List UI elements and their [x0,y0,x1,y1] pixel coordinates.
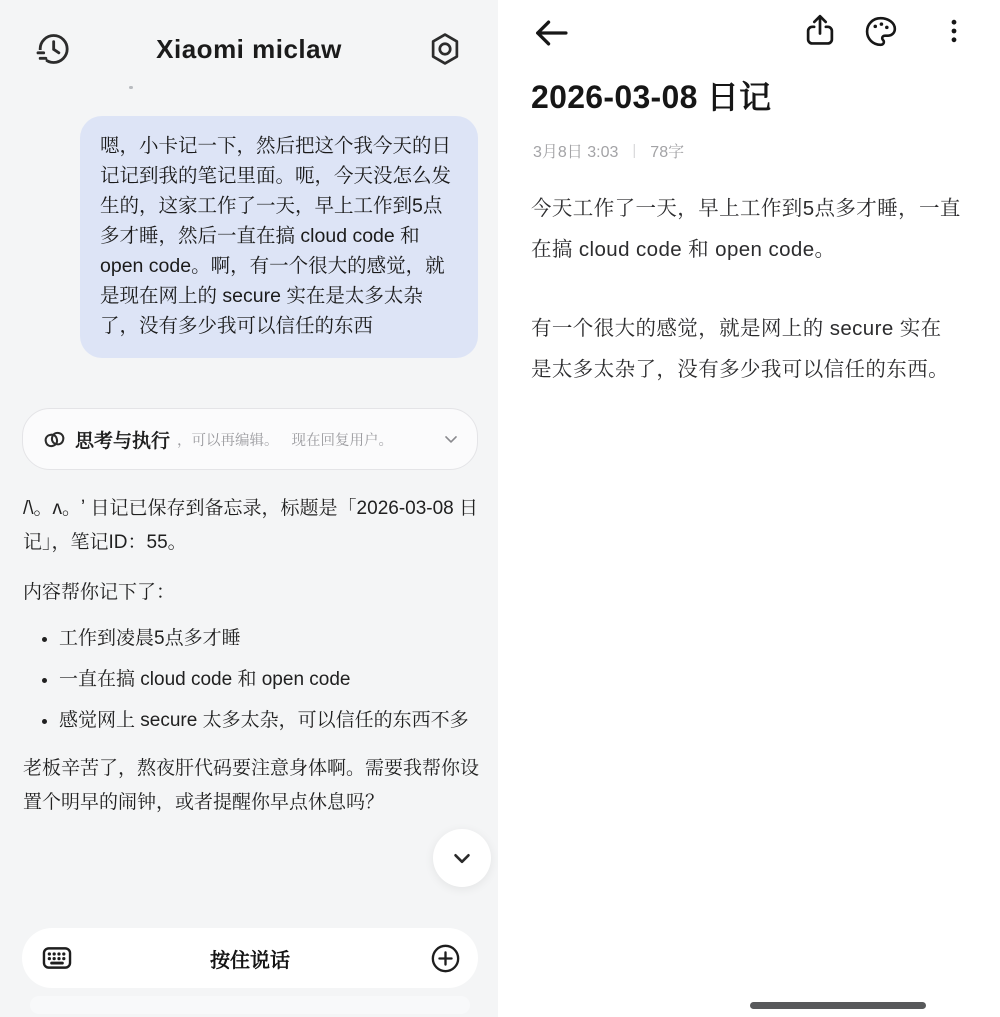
assistant-closing: 老板辛苦了，熬夜肝代码要注意身体啊。需要我帮你设置个明早的闹钟，或者提醒你早点休息吗？ [23,758,480,813]
theme-button[interactable] [862,13,899,50]
note-word-count: 78字 [650,144,685,161]
list-item: • 感觉网上 secure 太多太杂，可以信任的东西不多 [59,704,482,738]
add-attachment-button[interactable] [429,942,462,975]
notes-app-panel [498,0,1000,1017]
chevron-down-icon [441,429,461,449]
thinking-status-bar[interactable] [22,408,478,470]
chat-app-panel [0,0,498,1017]
assistant-message [23,492,482,820]
voice-input-bar[interactable] [22,928,478,988]
more-options-button[interactable] [938,15,970,47]
list-item: • 工作到凌晨5点多才睡 [59,622,482,656]
status-detail: ，可以再编辑。 [177,432,279,449]
agent-icon [41,426,68,453]
background-strip [30,996,470,1014]
note-paragraph: 有一个很大的感觉，就是网上的 secure 实在是太多太杂了，没有多少我可以信任的东西。 [531,317,949,381]
settings-button[interactable] [426,30,464,68]
list-item: • 一直在搞 cloud code 和 open code [59,663,482,697]
note-title: 2026-03-08 日记 [531,79,772,115]
note-date: 3月8日 3:03 [533,144,619,161]
status-label: 思考与执行 [75,430,171,452]
share-icon [801,11,839,49]
assistant-list-intro: 内容帮你记下了： [23,582,176,603]
note-meta [533,139,684,162]
stray-dot [129,86,133,89]
chevron-down-icon [449,845,475,871]
assistant-intro: /\。ʌ。ʼ 日记已保存到备忘录，标题是「2026-03-08 日记」，笔记ID：55。 [23,498,479,553]
note-paragraph: 今天工作了一天，早上工作到5点多才睡，一直在搞 cloud code 和 open code。 [531,197,961,261]
status-detail-2: 现在回复用户。 [291,432,394,449]
plus-icon [429,942,462,975]
keyboard-icon [40,941,74,975]
more-icon [938,15,970,47]
home-indicator[interactable] [750,1002,926,1009]
keyboard-toggle-button[interactable] [40,941,74,975]
scroll-to-bottom-button[interactable] [433,829,491,887]
back-icon [530,12,572,54]
back-button[interactable] [530,12,572,54]
assistant-bullet-list [23,622,482,738]
page-title: Xiaomi miclaw [156,34,342,64]
hold-to-talk-label: 按住说话 [210,949,290,972]
user-message-text: 嗯，小卡记一下，然后把这个我今天的日记记到我的笔记里面。呃，今天没怎么发生的，这家工作了一天，早上工作到5点多才睡，然后一直在搞 cloud code 和 open code。啊，有一个很大的感觉，就是现在网上的 secure 实在是太多太杂了，没有多少我可以信任的东西 [100,135,452,337]
theme-icon [862,13,899,50]
note-body[interactable] [531,188,962,390]
user-message-bubble [80,116,478,358]
settings-icon [426,30,464,68]
meta-divider: | [632,142,637,159]
share-button[interactable] [801,11,839,49]
